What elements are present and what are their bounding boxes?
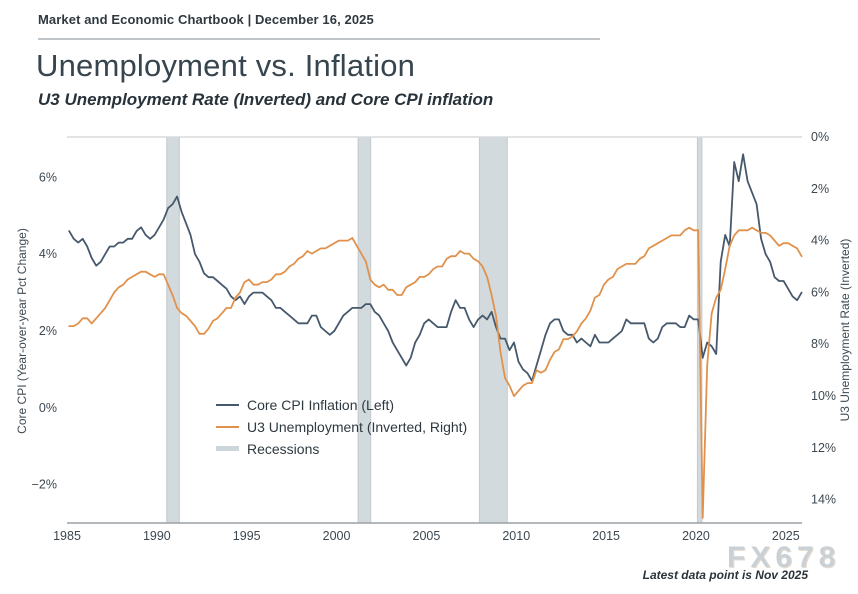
recession-band-swatch-icon [216,446,239,451]
chartbook-kicker: Market and Economic Chartbook | December 16, 2025 [38,12,374,27]
right-axis-tick: 10% [811,389,837,404]
right-axis-tick: 6% [811,285,830,300]
recession-band [167,137,180,523]
legend-label-core-cpi: Core CPI Inflation (Left) [247,396,395,413]
x-axis-tick: 2025 [771,529,800,543]
right-axis-tick: 8% [811,337,830,352]
right-axis-tick: 12% [811,440,837,455]
x-axis-tick: 2015 [592,529,621,543]
u3-line-swatch-icon [216,426,239,428]
x-axis-tick: 1990 [142,529,171,543]
x-axis-tick: 2020 [682,529,710,543]
left-axis-tick: 0% [38,400,57,415]
right-axis-tick: 4% [811,233,830,248]
left-axis-tick: 4% [38,247,57,262]
left-axis-tick: 2% [38,323,57,338]
right-axis-tick: 2% [811,181,830,196]
fx678-watermark: FX678 [727,541,841,574]
x-axis-tick: 2000 [322,529,351,543]
cpi-line-swatch-icon [216,404,239,406]
page-subtitle: U3 Unemployment Rate (Inverted) and Core CPI inflation [38,90,494,109]
left-axis-title: Core CPI (Year-over-year Pct Change) [15,228,29,434]
legend-label-recessions: Recessions [247,440,320,457]
legend-item-core-cpi [216,396,467,413]
chart-legend [216,396,467,457]
legend-item-recessions [216,440,467,457]
right-axis-tick: 0% [811,130,830,144]
recession-band [479,137,507,523]
x-axis-tick: 1995 [232,529,261,543]
right-axis-title: U3 Unemployment Rate (Inverted) [838,238,852,422]
x-axis-tick: 2010 [502,529,531,543]
latest-data-footnote: Latest data point is Nov 2025 [642,568,808,582]
left-axis-tick: 6% [38,170,57,185]
legend-item-u3 [216,418,467,435]
recession-band [358,137,371,523]
x-axis-tick: 1985 [53,529,81,543]
x-axis-tick: 2005 [412,529,441,543]
legend-label-u3: U3 Unemployment (Inverted, Right) [247,418,468,435]
right-axis-tick: 14% [811,492,837,507]
left-axis-tick: −2% [31,477,57,492]
page-title: Unemployment vs. Inflation [36,48,416,83]
